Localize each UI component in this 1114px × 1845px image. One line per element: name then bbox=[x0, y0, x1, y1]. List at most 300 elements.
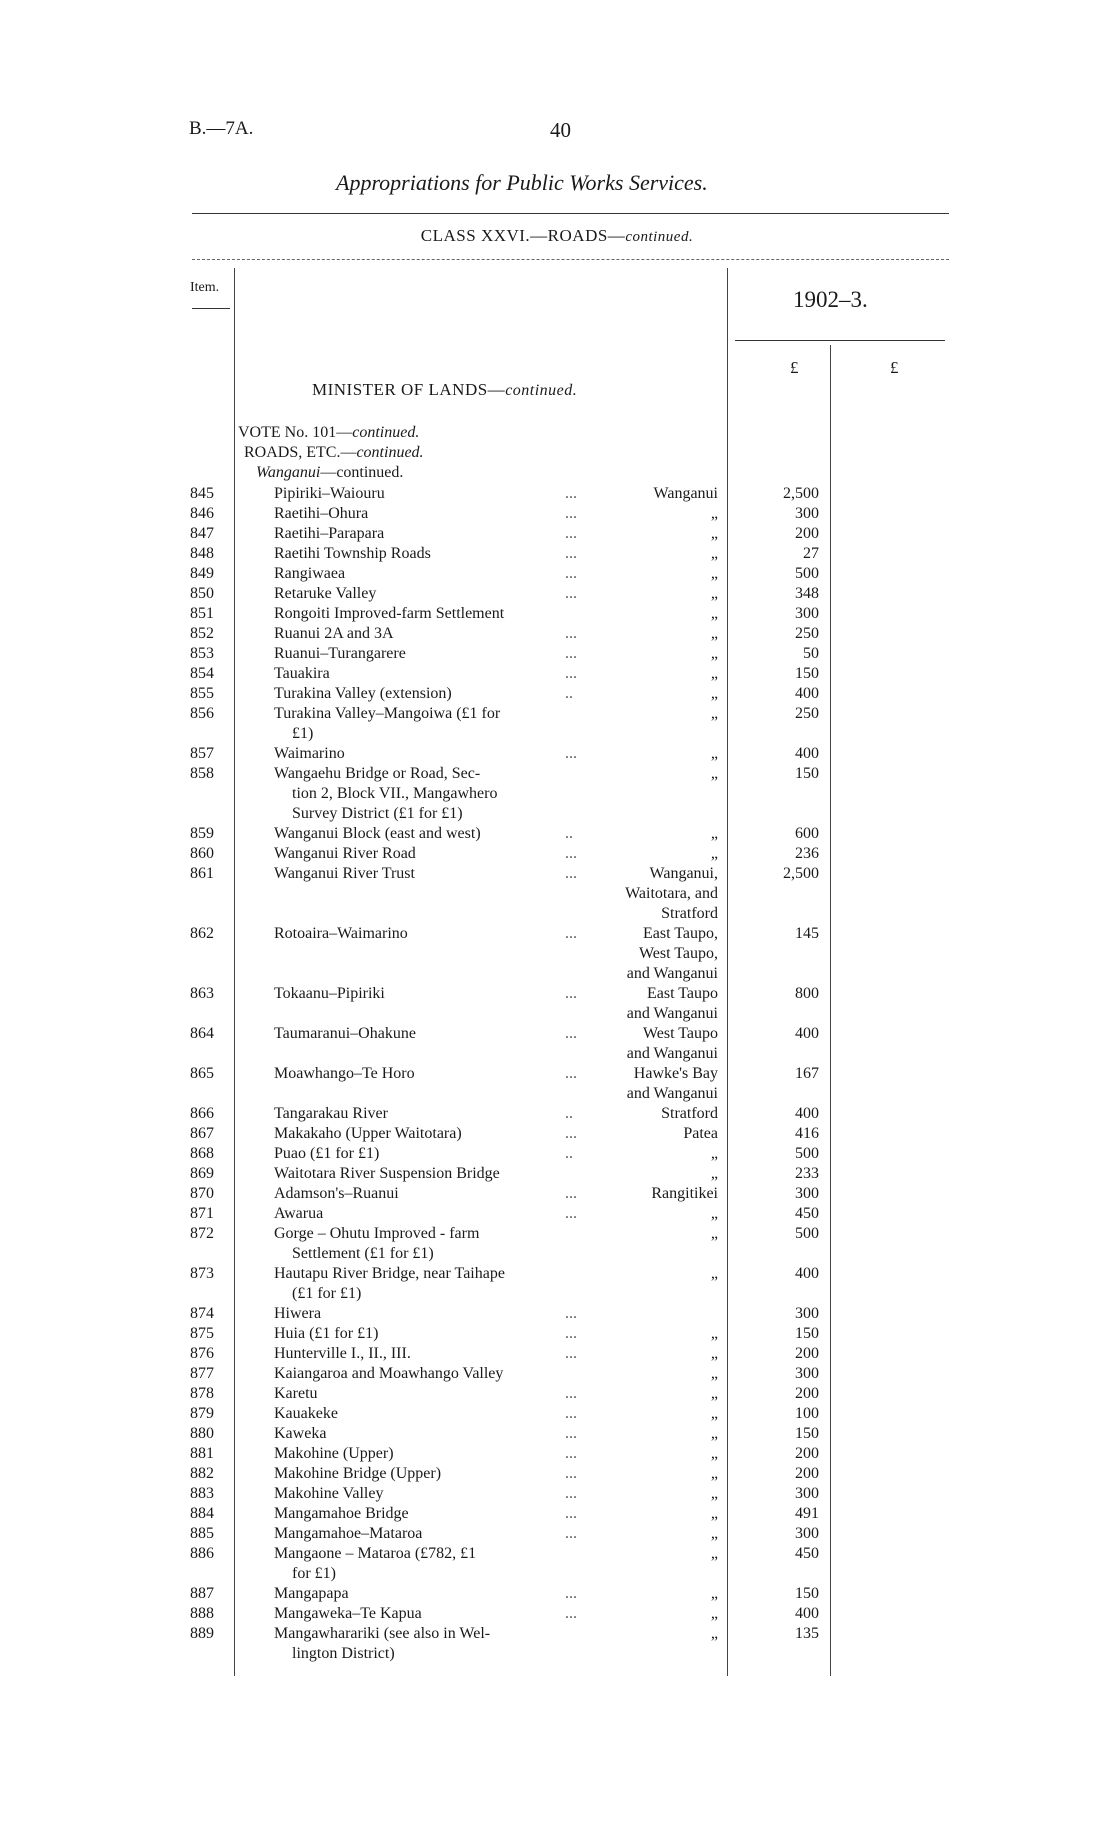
leader-dots: ... bbox=[565, 1525, 577, 1542]
district-line: West Taupo, bbox=[638, 945, 718, 962]
item-number: 887 bbox=[190, 1585, 214, 1602]
work-name-line: Rotoaira–Waimarino bbox=[274, 925, 408, 942]
leader-dots: ... bbox=[565, 1325, 577, 1342]
table-row bbox=[0, 484, 1114, 504]
table-row bbox=[0, 1204, 1114, 1224]
amount: 400 bbox=[795, 1605, 819, 1622]
work-name bbox=[274, 844, 584, 864]
item-number: 870 bbox=[190, 1185, 214, 1202]
work-name-line: Karetu bbox=[274, 1385, 318, 1402]
work-name-line: Raetihi Township Roads bbox=[274, 545, 431, 562]
work-name bbox=[274, 1104, 584, 1124]
work-name bbox=[274, 1524, 584, 1544]
electoral-district: „ bbox=[710, 1345, 718, 1362]
table-row bbox=[0, 1444, 1114, 1464]
electoral-district bbox=[585, 864, 718, 924]
item-number: 850 bbox=[190, 585, 214, 602]
work-name bbox=[274, 584, 584, 604]
top-rule bbox=[192, 213, 949, 214]
electoral-district: Wanganui bbox=[653, 485, 718, 502]
amount: 400 bbox=[795, 745, 819, 762]
electoral-district bbox=[585, 1064, 718, 1104]
table-row bbox=[0, 744, 1114, 764]
leader-dots: ... bbox=[565, 865, 577, 882]
work-name bbox=[274, 1344, 584, 1364]
amount: 800 bbox=[795, 985, 819, 1002]
electoral-district: Patea bbox=[683, 1125, 718, 1142]
table-row bbox=[0, 1024, 1114, 1064]
work-name bbox=[274, 1404, 584, 1424]
work-name-line: lington District) bbox=[292, 1645, 395, 1662]
vote-cont: continued. bbox=[352, 424, 420, 441]
electoral-district: „ bbox=[710, 685, 718, 702]
amount: 250 bbox=[795, 625, 819, 642]
amount: 2,500 bbox=[783, 485, 819, 502]
year-rule bbox=[735, 340, 945, 341]
electoral-district: „ bbox=[710, 1525, 718, 1542]
leader-dots: ... bbox=[565, 845, 577, 862]
amount: 400 bbox=[795, 1265, 819, 1282]
work-name-line: Taumaranui–Ohakune bbox=[274, 1025, 416, 1042]
item-number: 859 bbox=[190, 825, 214, 842]
table-row bbox=[0, 1364, 1114, 1384]
work-name-line: Hautapu River Bridge, near Taihape bbox=[274, 1265, 505, 1282]
work-name-line: Makakaho (Upper Waitotara) bbox=[274, 1125, 462, 1142]
page-number: 40 bbox=[550, 118, 571, 142]
electoral-district: „ bbox=[710, 1165, 718, 1182]
table-row bbox=[0, 1404, 1114, 1424]
district-name: Wanganui bbox=[256, 464, 321, 481]
leader-dots: ... bbox=[565, 1125, 577, 1142]
table-row bbox=[0, 1164, 1114, 1184]
leader-dots: ... bbox=[565, 645, 577, 662]
work-name-line: Mangamahoe Bridge bbox=[274, 1505, 409, 1522]
leader-dots: ... bbox=[565, 1305, 577, 1322]
amount: 233 bbox=[795, 1165, 819, 1182]
table-row bbox=[0, 1424, 1114, 1444]
work-name bbox=[274, 524, 584, 544]
column-header-item: Item. bbox=[190, 280, 220, 295]
electoral-district: „ bbox=[710, 1425, 718, 1442]
work-name-line: Wanganui River Road bbox=[274, 845, 416, 862]
leader-dots: ... bbox=[565, 1505, 577, 1522]
item-number: 864 bbox=[190, 1025, 214, 1042]
item-number: 874 bbox=[190, 1305, 214, 1322]
minister-heading bbox=[312, 380, 577, 400]
work-name bbox=[274, 764, 584, 824]
work-name-line: Huia (£1 for £1) bbox=[274, 1325, 379, 1342]
work-name-line: Survey District (£1 for £1) bbox=[292, 805, 463, 822]
table-row bbox=[0, 864, 1114, 924]
item-number: 875 bbox=[190, 1325, 214, 1342]
amount: 200 bbox=[795, 1385, 819, 1402]
work-name-line: Rangiwaea bbox=[274, 565, 346, 582]
table-row bbox=[0, 664, 1114, 684]
table-row bbox=[0, 564, 1114, 584]
roads-cont: continued. bbox=[356, 444, 424, 461]
work-name bbox=[274, 1024, 584, 1044]
work-name-line: £1) bbox=[292, 725, 314, 742]
district-line: Wanganui, bbox=[649, 865, 718, 882]
item-number: 847 bbox=[190, 525, 214, 542]
item-number: 886 bbox=[190, 1545, 214, 1562]
item-number: 852 bbox=[190, 625, 214, 642]
work-name bbox=[274, 1064, 584, 1084]
electoral-district: „ bbox=[710, 1465, 718, 1482]
item-number: 885 bbox=[190, 1525, 214, 1542]
table-row bbox=[0, 1104, 1114, 1124]
electoral-district bbox=[585, 924, 718, 984]
work-name bbox=[274, 1544, 584, 1584]
class-heading-main: CLASS XXVI.—ROADS— bbox=[420, 226, 626, 245]
table-row bbox=[0, 1304, 1114, 1324]
table-row bbox=[0, 1484, 1114, 1504]
leader-dots: ... bbox=[565, 925, 577, 942]
electoral-district: „ bbox=[710, 1385, 718, 1402]
work-name bbox=[274, 1144, 584, 1164]
electoral-district: „ bbox=[710, 1405, 718, 1422]
leader-dots: ... bbox=[565, 1605, 577, 1622]
work-name-line: Tauakira bbox=[274, 665, 330, 682]
amount: 150 bbox=[795, 1425, 819, 1442]
item-number: 862 bbox=[190, 925, 214, 942]
amount: 50 bbox=[803, 645, 819, 662]
table-row bbox=[0, 604, 1114, 624]
district-suffix: —continued. bbox=[320, 464, 404, 481]
district-line: and Wanganui bbox=[626, 1045, 718, 1062]
amount: 300 bbox=[795, 1365, 819, 1382]
work-name-line: Kauakeke bbox=[274, 1405, 338, 1422]
work-name bbox=[274, 864, 584, 884]
leader-dots: .. bbox=[565, 685, 573, 702]
work-name-line: (£1 for £1) bbox=[292, 1285, 362, 1302]
electoral-district: „ bbox=[710, 705, 718, 722]
item-number: 863 bbox=[190, 985, 214, 1002]
work-name-line: Awarua bbox=[274, 1205, 324, 1222]
item-number: 882 bbox=[190, 1465, 214, 1482]
amount: 450 bbox=[795, 1545, 819, 1562]
leader-dots: ... bbox=[565, 745, 577, 762]
item-number: 846 bbox=[190, 505, 214, 522]
table-row bbox=[0, 544, 1114, 564]
table-row bbox=[0, 684, 1114, 704]
amount: 500 bbox=[795, 1145, 819, 1162]
item-number: 866 bbox=[190, 1105, 214, 1122]
electoral-district: „ bbox=[710, 605, 718, 622]
district-line: East Taupo bbox=[646, 985, 718, 1002]
work-name-line: Settlement (£1 for £1) bbox=[292, 1245, 434, 1262]
item-number: 858 bbox=[190, 765, 214, 782]
district-line: East Taupo, bbox=[642, 925, 718, 942]
amount: 135 bbox=[795, 1625, 819, 1642]
work-name-line: Mangaweka–Te Kapua bbox=[274, 1605, 422, 1622]
leader-dots: ... bbox=[565, 1205, 577, 1222]
leader-dots: ... bbox=[565, 1425, 577, 1442]
electoral-district: „ bbox=[710, 1205, 718, 1222]
work-name bbox=[274, 1264, 584, 1304]
work-name-line: Waitotara River Suspension Bridge bbox=[274, 1165, 500, 1182]
leader-dots: .. bbox=[565, 1105, 573, 1122]
amount: 400 bbox=[795, 1105, 819, 1122]
pound-header-2: £ bbox=[890, 358, 899, 377]
work-name-line: Waimarino bbox=[274, 745, 345, 762]
roads-heading bbox=[244, 444, 424, 462]
work-name bbox=[274, 924, 584, 944]
amount: 150 bbox=[795, 765, 819, 782]
item-number: 848 bbox=[190, 545, 214, 562]
leader-dots: ... bbox=[565, 665, 577, 682]
leader-dots: ... bbox=[565, 485, 577, 502]
work-name-line: Mangaone – Mataroa (£782, £1 bbox=[274, 1545, 477, 1562]
electoral-district: „ bbox=[710, 505, 718, 522]
amount: 145 bbox=[795, 925, 819, 942]
item-number: 855 bbox=[190, 685, 214, 702]
work-name-line: Pipiriki–Waiouru bbox=[274, 485, 385, 502]
item-number: 849 bbox=[190, 565, 214, 582]
table-row bbox=[0, 624, 1114, 644]
leader-dots: ... bbox=[565, 1445, 577, 1462]
electoral-district: „ bbox=[710, 525, 718, 542]
work-name bbox=[274, 604, 584, 624]
work-name-line: Makohine (Upper) bbox=[274, 1445, 394, 1462]
work-name-line: Wanganui River Trust bbox=[274, 865, 415, 882]
amount: 27 bbox=[803, 545, 819, 562]
vote-heading bbox=[238, 424, 419, 442]
table-row bbox=[0, 1524, 1114, 1544]
work-name-line: Gorge – Ohutu Improved - farm bbox=[274, 1225, 480, 1242]
minister-cont: continued. bbox=[505, 382, 578, 399]
work-name bbox=[274, 1584, 584, 1604]
table-row bbox=[0, 824, 1114, 844]
amount: 300 bbox=[795, 505, 819, 522]
item-number: 854 bbox=[190, 665, 214, 682]
electoral-district: „ bbox=[710, 645, 718, 662]
work-name-line: Ruanui–Turangarere bbox=[274, 645, 406, 662]
amount: 600 bbox=[795, 825, 819, 842]
amount: 2,500 bbox=[783, 865, 819, 882]
amount: 400 bbox=[795, 685, 819, 702]
item-number: 861 bbox=[190, 865, 214, 882]
table-row bbox=[0, 1464, 1114, 1484]
district-line: West Taupo bbox=[642, 1025, 718, 1042]
work-name bbox=[274, 544, 584, 564]
item-number: 867 bbox=[190, 1125, 214, 1142]
leader-dots: ... bbox=[565, 1385, 577, 1402]
table-row bbox=[0, 1144, 1114, 1164]
table-row bbox=[0, 764, 1114, 824]
work-name-line: Tangarakau River bbox=[274, 1105, 388, 1122]
amount: 250 bbox=[795, 705, 819, 722]
work-name-line: tion 2, Block VII., Mangawhero bbox=[292, 785, 498, 802]
work-name-line: Mangamahoe–Mataroa bbox=[274, 1525, 423, 1542]
leader-dots: ... bbox=[565, 1025, 577, 1042]
district-line: and Wanganui bbox=[626, 1085, 718, 1102]
item-number: 878 bbox=[190, 1385, 214, 1402]
item-number: 853 bbox=[190, 645, 214, 662]
work-name-line: for £1) bbox=[292, 1565, 336, 1582]
amount: 200 bbox=[795, 525, 819, 542]
district-line: and Wanganui bbox=[626, 965, 718, 982]
electoral-district: „ bbox=[710, 1365, 718, 1382]
minister-main: MINISTER OF LANDS— bbox=[312, 380, 506, 399]
work-name-line: Mangawharariki (see also in Wel- bbox=[274, 1625, 491, 1642]
electoral-district: „ bbox=[710, 825, 718, 842]
table-row bbox=[0, 1064, 1114, 1104]
amount: 400 bbox=[795, 1025, 819, 1042]
amount: 300 bbox=[795, 1485, 819, 1502]
work-name bbox=[274, 984, 584, 1004]
work-name bbox=[274, 744, 584, 764]
work-name-line: Rongoiti Improved-farm Settlement bbox=[274, 605, 505, 622]
table-row bbox=[0, 1344, 1114, 1364]
work-name-line: Wangaehu Bridge or Road, Sec- bbox=[274, 765, 481, 782]
leader-dots: ... bbox=[565, 1405, 577, 1422]
electoral-district: „ bbox=[710, 1485, 718, 1502]
leader-dots: ... bbox=[565, 985, 577, 1002]
work-name-line: Wanganui Block (east and west) bbox=[274, 825, 481, 842]
work-name bbox=[274, 484, 584, 504]
table-row bbox=[0, 1584, 1114, 1604]
work-name bbox=[274, 1364, 584, 1384]
amount: 167 bbox=[795, 1065, 819, 1082]
work-name-line: Hunterville I., II., III. bbox=[274, 1345, 411, 1362]
electoral-district: „ bbox=[710, 745, 718, 762]
electoral-district: „ bbox=[710, 1545, 718, 1562]
item-number: 877 bbox=[190, 1365, 214, 1382]
work-name-line: Raetihi–Parapara bbox=[274, 525, 385, 542]
electoral-district: „ bbox=[710, 765, 718, 782]
table-row bbox=[0, 1544, 1114, 1584]
leader-dots: ... bbox=[565, 1485, 577, 1502]
amount: 500 bbox=[795, 565, 819, 582]
work-name-line: Makohine Bridge (Upper) bbox=[274, 1465, 442, 1482]
work-name-line: Moawhango–Te Horo bbox=[274, 1065, 415, 1082]
pound-header-1: £ bbox=[790, 358, 799, 377]
electoral-district: „ bbox=[710, 625, 718, 642]
amount: 150 bbox=[795, 1585, 819, 1602]
item-number: 879 bbox=[190, 1405, 214, 1422]
amount: 491 bbox=[795, 1505, 819, 1522]
leader-dots: .. bbox=[565, 1145, 573, 1162]
electoral-district: „ bbox=[710, 565, 718, 582]
table-row bbox=[0, 1124, 1114, 1144]
work-name bbox=[274, 664, 584, 684]
electoral-district: „ bbox=[710, 1325, 718, 1342]
amount: 236 bbox=[795, 845, 819, 862]
electoral-district: „ bbox=[710, 1605, 718, 1622]
leader-dots: ... bbox=[565, 565, 577, 582]
electoral-district: „ bbox=[710, 1225, 718, 1242]
table-row bbox=[0, 644, 1114, 664]
electoral-district: „ bbox=[710, 1145, 718, 1162]
table-row bbox=[0, 1604, 1114, 1624]
work-name-line: Makohine Valley bbox=[274, 1485, 384, 1502]
table-row bbox=[0, 1324, 1114, 1344]
electoral-district: „ bbox=[710, 1625, 718, 1642]
amount: 348 bbox=[795, 585, 819, 602]
leader-dots: ... bbox=[565, 525, 577, 542]
item-number: 851 bbox=[190, 605, 214, 622]
amount: 500 bbox=[795, 1225, 819, 1242]
work-name bbox=[274, 1384, 584, 1404]
leader-dots: ... bbox=[565, 1345, 577, 1362]
amount: 200 bbox=[795, 1345, 819, 1362]
district-line: and Wanganui bbox=[626, 1005, 718, 1022]
work-name bbox=[274, 624, 584, 644]
table-row bbox=[0, 1224, 1114, 1264]
work-name-line: Adamson's–Ruanui bbox=[274, 1185, 399, 1202]
amount: 200 bbox=[795, 1445, 819, 1462]
item-number: 856 bbox=[190, 705, 214, 722]
amount: 150 bbox=[795, 665, 819, 682]
table-row bbox=[0, 844, 1114, 864]
item-number: 881 bbox=[190, 1445, 214, 1462]
work-name bbox=[274, 704, 584, 744]
vote-main: VOTE No. 101— bbox=[238, 424, 353, 441]
amount: 200 bbox=[795, 1465, 819, 1482]
leader-dots: ... bbox=[565, 545, 577, 562]
work-name-line: Tokaanu–Pipiriki bbox=[274, 985, 385, 1002]
electoral-district bbox=[585, 984, 718, 1024]
amount: 450 bbox=[795, 1205, 819, 1222]
district-line: Stratford bbox=[661, 905, 718, 922]
table-row bbox=[0, 584, 1114, 604]
leader-dots: ... bbox=[565, 1465, 577, 1482]
electoral-district: „ bbox=[710, 1585, 718, 1602]
item-number: 884 bbox=[190, 1505, 214, 1522]
work-name bbox=[274, 824, 584, 844]
item-number: 869 bbox=[190, 1165, 214, 1182]
electoral-district: Rangitikei bbox=[651, 1185, 718, 1202]
table-row bbox=[0, 984, 1114, 1024]
item-number: 880 bbox=[190, 1425, 214, 1442]
district-line: Hawke's Bay bbox=[633, 1065, 718, 1082]
page-title: Appropriations for Public Works Services. bbox=[336, 170, 708, 195]
item-underline bbox=[192, 308, 230, 309]
electoral-district: „ bbox=[710, 585, 718, 602]
table-row bbox=[0, 1264, 1114, 1304]
work-name bbox=[274, 1324, 584, 1344]
work-name-line: Kaweka bbox=[274, 1425, 327, 1442]
leader-dots: ... bbox=[565, 585, 577, 602]
electoral-district bbox=[585, 1024, 718, 1064]
table-row bbox=[0, 1384, 1114, 1404]
work-name bbox=[274, 1504, 584, 1524]
item-number: 868 bbox=[190, 1145, 214, 1162]
leader-dots: ... bbox=[565, 1185, 577, 1202]
work-name bbox=[274, 684, 584, 704]
work-name-line: Mangapapa bbox=[274, 1585, 349, 1602]
leader-dots: ... bbox=[565, 625, 577, 642]
table-row bbox=[0, 1624, 1114, 1664]
work-name bbox=[274, 1604, 584, 1624]
work-name bbox=[274, 1124, 584, 1144]
table-row bbox=[0, 524, 1114, 544]
work-name bbox=[274, 1184, 584, 1204]
header-rule bbox=[192, 259, 949, 260]
work-name bbox=[274, 1304, 584, 1324]
table-row bbox=[0, 704, 1114, 744]
electoral-district: „ bbox=[710, 545, 718, 562]
amount: 150 bbox=[795, 1325, 819, 1342]
work-name bbox=[274, 644, 584, 664]
table-row bbox=[0, 924, 1114, 984]
leader-dots: ... bbox=[565, 1065, 577, 1082]
work-name-line: Puao (£1 for £1) bbox=[274, 1145, 380, 1162]
work-name bbox=[274, 1204, 584, 1224]
table-row bbox=[0, 1504, 1114, 1524]
electoral-district: „ bbox=[710, 665, 718, 682]
